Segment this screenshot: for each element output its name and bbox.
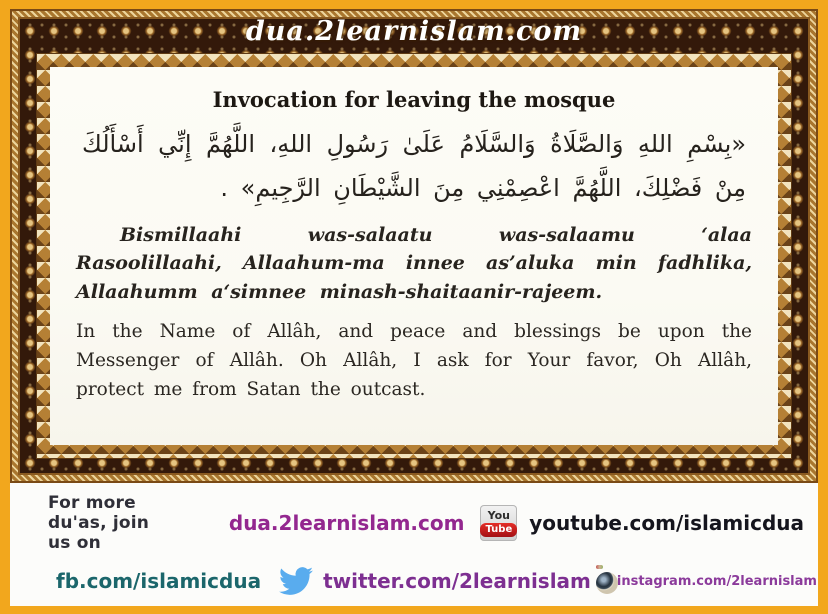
twitter-link[interactable]: twitter.com/2learnislam [323, 569, 591, 593]
dua-content-card [50, 67, 778, 445]
footer-row-2 [48, 562, 817, 600]
decorative-frame-dark-band [18, 17, 810, 475]
translation-text: In the Name of Allâh, and peace and blessings be upon the Messenger of Allâh. Oh Allâh, I ask for Your favor, Oh Allâh, protect me from Satan the outcast. [76, 321, 752, 400]
twitter-bird-icon[interactable] [275, 563, 317, 599]
transliteration-text: Bismillaahi was-salaatu was-salaamu ‘alaa Rasoolillaahi, Allaahum-ma innee as’aluka min fadhlika, Allaahumm a‘simnee minash-shaitaanir-rajeem. [76, 223, 752, 303]
decorative-frame-outer [10, 9, 818, 483]
youtube-icon-bottom-text: Tube [480, 523, 517, 537]
social-footer [10, 483, 818, 606]
footer-row-1 [48, 493, 804, 553]
youtube-badge-icon[interactable] [480, 505, 517, 541]
facebook-link[interactable]: fb.com/islamicdua [56, 569, 262, 593]
arabic-text: «بِسْمِ اللهِ وَالصَّلَاةُ وَالسَّلَامُ عَلَىٰ رَسُولِ اللهِ، اللَّهُمَّ إِنِّي أَسْأَلُكَ مِنْ فَضْلِكَ، اللَّهُمَّ اعْصِمْنِي مِنَ الشَّيْطَانِ الرَّجِيمِ» . [82, 130, 746, 203]
youtube-icon-top-text: You [487, 508, 511, 522]
site-watermark: dua.2learnislam.com [245, 16, 583, 47]
footer-prompt: For more du'as, join us on [48, 493, 150, 553]
website-link[interactable]: dua.2learnislam.com [228, 511, 465, 535]
instagram-link[interactable]: instagram.com/2learnislam [616, 573, 817, 589]
dua-title: Invocation for leaving the mosque [212, 87, 616, 112]
youtube-link[interactable]: youtube.com/islamicdua [529, 511, 804, 535]
decorative-frame-inner-band [36, 53, 792, 459]
